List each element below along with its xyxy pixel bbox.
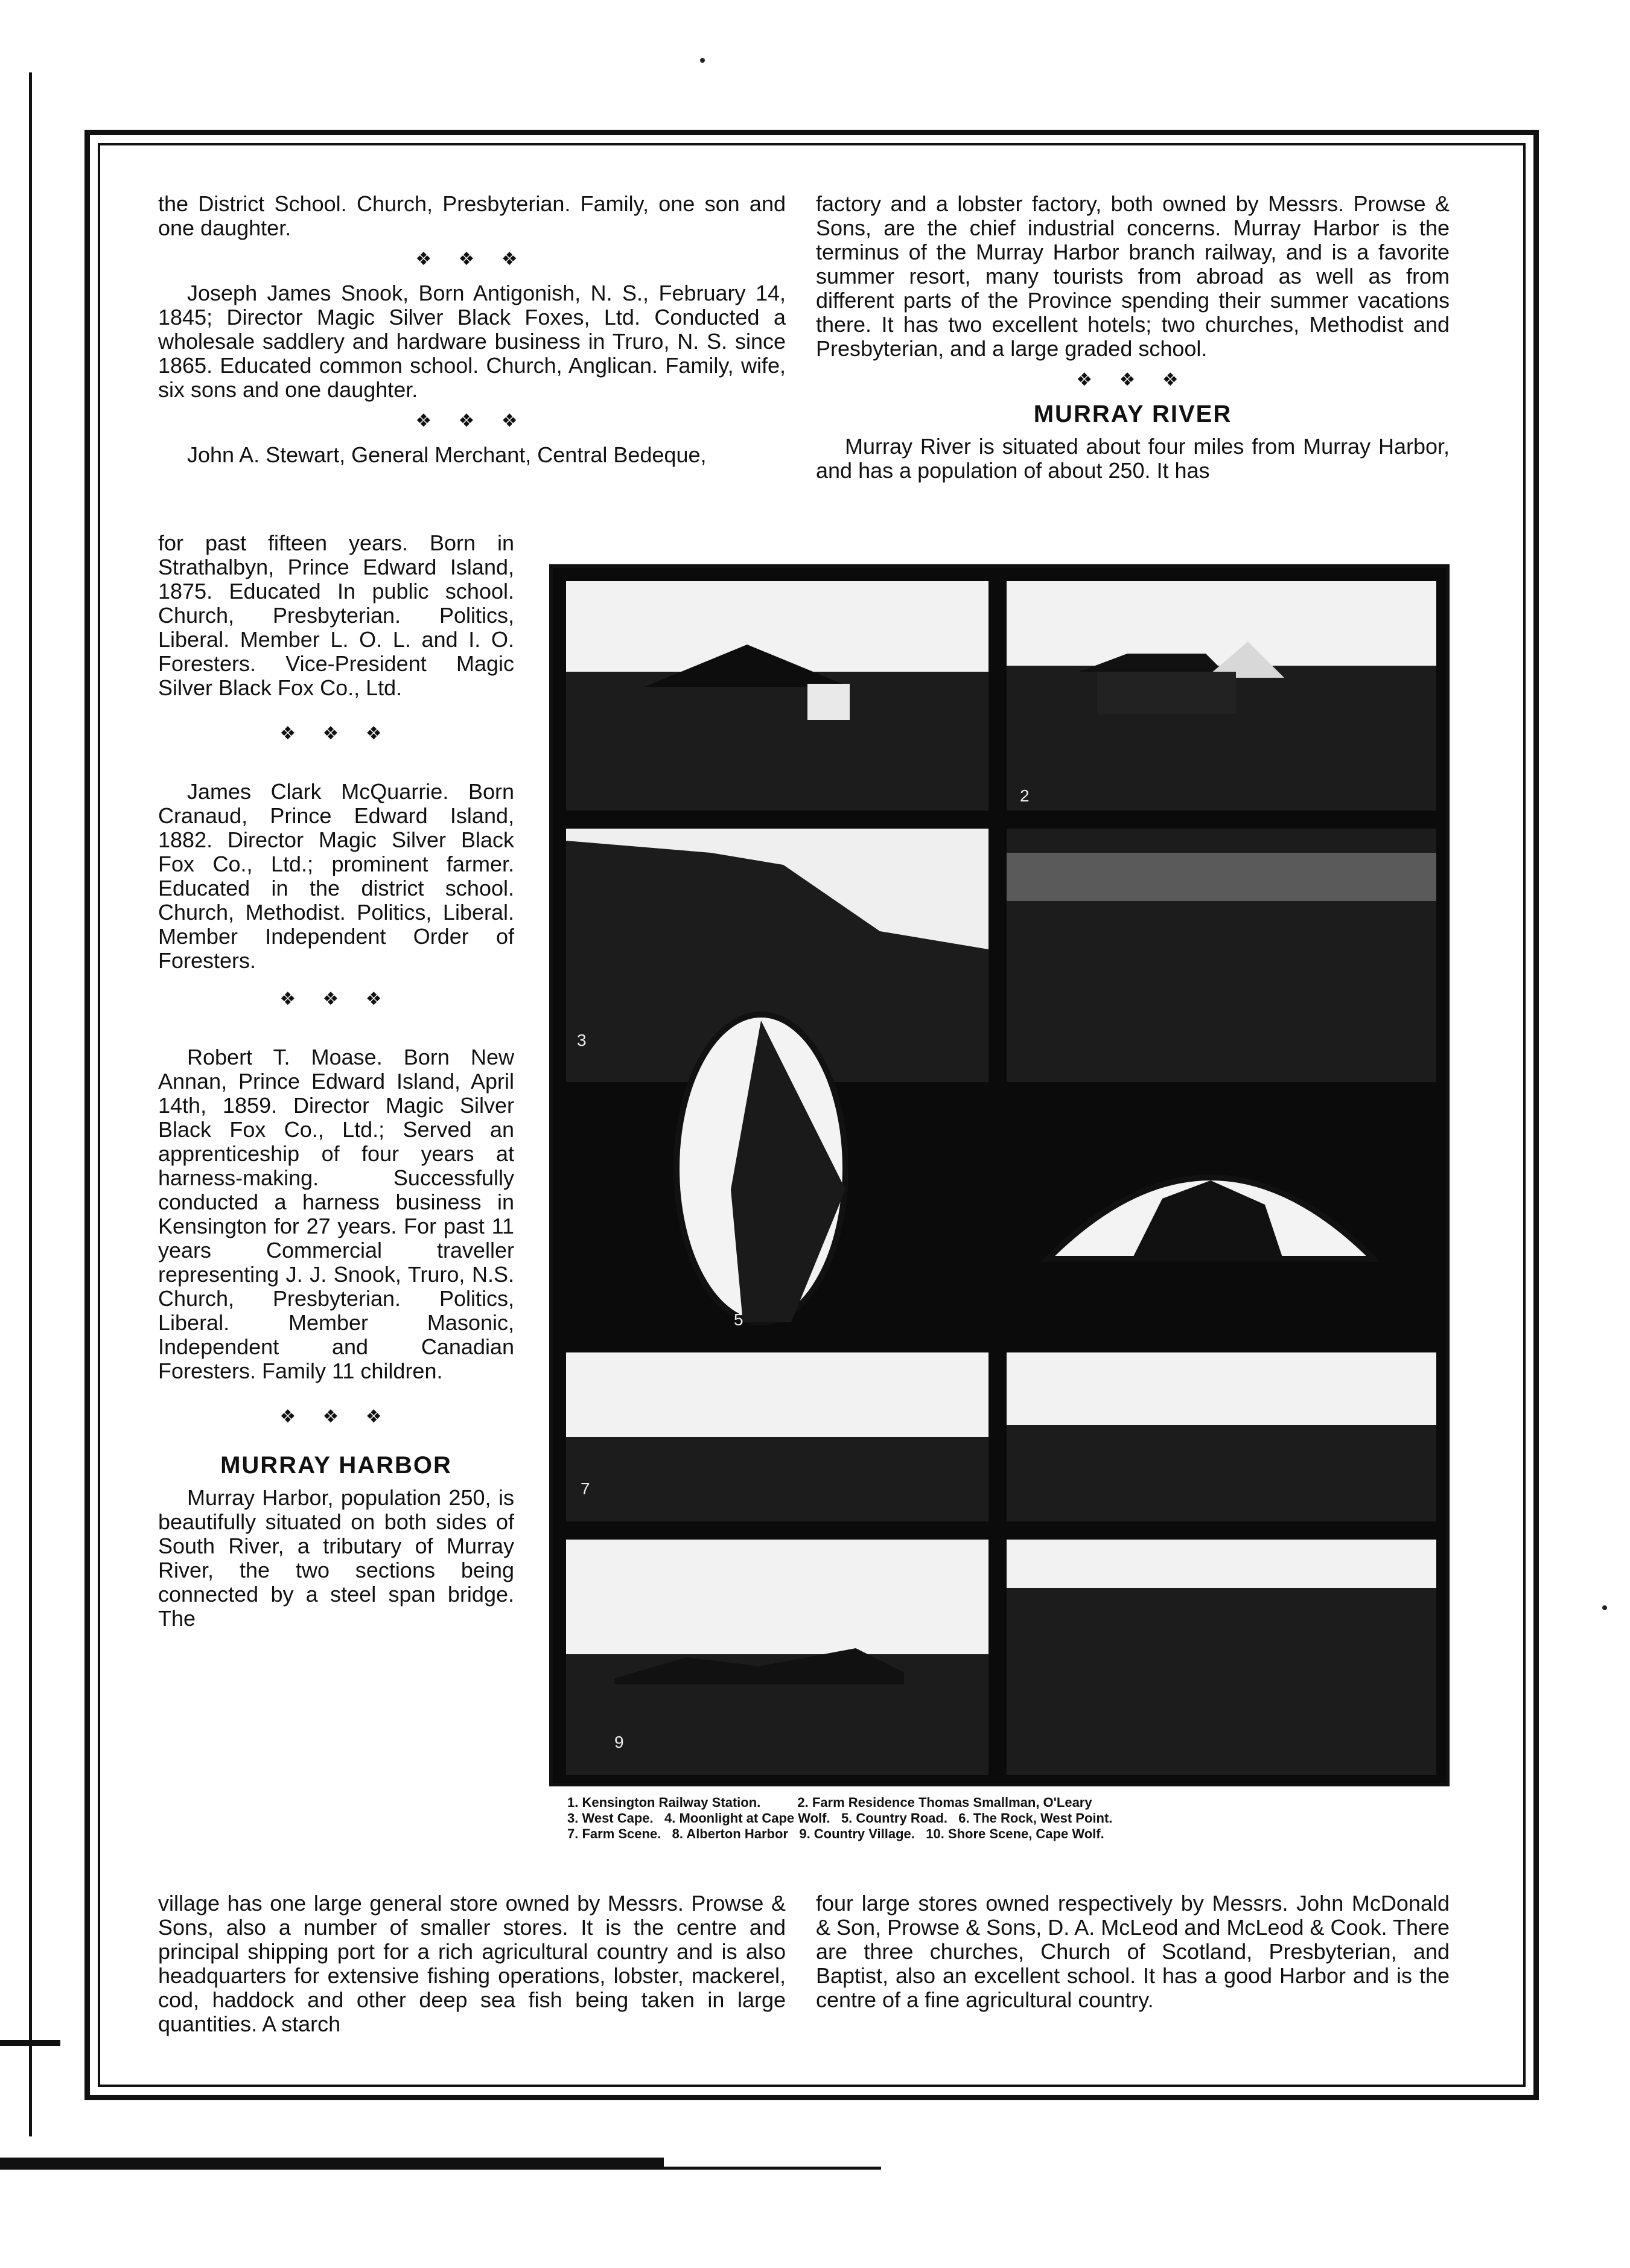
heading-murray-river: MURRAY RIVER bbox=[1033, 401, 1232, 427]
scan-edge-bottom bbox=[0, 2158, 664, 2170]
scan-edge-left bbox=[29, 72, 32, 2136]
paragraph-joseph-snook: Joseph James Snook, Born Antigonish, N. S., February 14, 1845; Director Magic Silver Black Foxes, Ltd. Conducted a wholesale saddlery and hardware business in Truro, N. S. since 1865. Educated common school. Church, Anglican. Family, wife, six sons and one daughter. bbox=[158, 281, 786, 402]
caption-line-3: 7. Farm Scene. 8. Alberton Harbor 9. Country Village. 10. Shore Scene, Cape Wolf. bbox=[567, 1826, 1104, 1841]
photo-number: 3 bbox=[577, 1031, 587, 1050]
photo-country-village bbox=[566, 1540, 989, 1775]
photo-farm-residence bbox=[1007, 581, 1436, 811]
station-roof-shape bbox=[566, 581, 989, 811]
photo-farm-scene bbox=[566, 1352, 989, 1521]
photo-number: 5 bbox=[734, 1310, 743, 1329]
village-rooftops bbox=[566, 1540, 989, 1775]
left-column-upper bbox=[158, 192, 786, 467]
ornament: ❖ ❖ ❖ bbox=[279, 989, 393, 1009]
scan-edge-left-thick bbox=[0, 2040, 60, 2046]
photo-number: 2 bbox=[1020, 786, 1030, 805]
photo-number: 9 bbox=[614, 1733, 624, 1751]
scan-speck bbox=[700, 58, 705, 63]
photo-number: 7 bbox=[581, 1479, 590, 1498]
paragraph-stewart-start: John A. Stewart, General Merchant, Central Bedeque, bbox=[187, 442, 707, 467]
right-column-bottom bbox=[816, 1891, 1450, 2012]
ornament: ❖ ❖ ❖ bbox=[279, 1407, 393, 1427]
paragraph-moase: Robert T. Moase. Born New Annan, Prince Edward Island, April 14th, 1859. Director Magic Silver Black Fox Co., Ltd.; Served an apprenticeship of four years at harness-making. Successfully conducted a harness business in Kensington for 27 years. For past 11 years Commercial traveller representing J. J. Snook, Truro, N.S. Church, Presbyterian. Politics, Liberal. Member Masonic, Independent and Canadian Foresters. Family 11 children. bbox=[158, 1045, 514, 1383]
paragraph-murray-harbor-narrow: Murray Harbor, population 250, is beautifully situated on both sides of South River, a tributary of Murray River, the two sections being connected by a steel span bridge. The bbox=[158, 1485, 514, 1631]
arch-rock-west-point bbox=[1042, 1108, 1380, 1265]
paragraph-murray-harbor-wide: village has one large general store owned by Messrs. Prowse & Sons, also a number of smaller stores. It is the centre and principal shipping port for a rich agricultural country and is also headquarters for extensive fishing operations, lobster, mackerel, cod, haddock and other deep sea fish being taken in large quantities. A starch bbox=[158, 1891, 786, 2036]
moonlit-sky-texture bbox=[1007, 829, 1436, 1082]
photo-collage bbox=[549, 564, 1450, 1786]
paragraph-snook-family: the District School. Church, Presbyterian. Family, one son and one daughter. bbox=[158, 191, 786, 240]
ornament: ❖ ❖ ❖ bbox=[415, 249, 529, 269]
paragraph-starch-factory: factory and a lobster factory, both owned by Messrs. Prowse & Sons, are the chief industrial concerns. Murray Harbor is the terminus of the Murray Harbor branch railway, and is a favorite summer resort, many tourists from abroad as well as from different parts of the Province spending their summer vacations there. It has two excellent hotels; two churches, Methodist and Presbyterian, and a large graded school. bbox=[816, 191, 1450, 361]
left-column-narrow bbox=[158, 531, 514, 1631]
scan-speck bbox=[1602, 1605, 1607, 1610]
paragraph-mcquarrie: James Clark McQuarrie. Born Cranaud, Prince Edward Island, 1882. Director Magic Silver Black Fox Co., Ltd.; prominent farmer. Educated in the district school. Church, Methodist. Politics, Liberal. Member Independent Order of Foresters. bbox=[158, 779, 514, 973]
ornament: ❖ ❖ ❖ bbox=[415, 411, 529, 431]
photo-alberton-harbor bbox=[1007, 1352, 1436, 1521]
ornament: ❖ ❖ ❖ bbox=[279, 724, 393, 744]
right-column-upper bbox=[816, 192, 1450, 483]
left-column-bottom bbox=[158, 1891, 786, 2036]
photo-moonlight-cape-wolf bbox=[1007, 829, 1436, 1082]
ornament: ❖ ❖ ❖ bbox=[1076, 370, 1189, 390]
paragraph-stewart-rest: for past fifteen years. Born in Strathalbyn, Prince Edward Island, 1875. Educated In public school. Church, Presbyterian. Politics, Liberal. Member L. O. L. and I. O. Foresters. Vice-President Magic Silver Black Fox Co., Ltd. bbox=[158, 530, 514, 700]
caption-line-1: 1. Kensington Railway Station. 2. Farm Residence Thomas Smallman, O'Leary bbox=[567, 1795, 1092, 1810]
photo-shore-scene-cape-wolf bbox=[1007, 1540, 1436, 1775]
oval-country-road bbox=[670, 1008, 852, 1328]
scan-edge-bottom-dashes bbox=[664, 2167, 881, 2170]
farmhouse-shape bbox=[1007, 581, 1436, 811]
paragraph-murray-river-stores: four large stores owned respectively by Messrs. John McDonald & Son, Prowse & Sons, D. A. McLeod and McLeod & Cook. There are three churches, Church of Scotland, Presbyterian, and Baptist, also an excellent school. It has a good Harbor and is the centre of a fine agricultural country. bbox=[816, 1891, 1450, 2012]
photo-kensington-station bbox=[566, 581, 989, 811]
caption-line-2: 3. West Cape. 4. Moonlight at Cape Wolf. 5. Country Road. 6. The Rock, West Point. bbox=[567, 1811, 1113, 1826]
paragraph-murray-river: Murray River is situated about four miles from Murray Harbor, and has a population of about 250. It has bbox=[816, 434, 1450, 483]
photo-caption bbox=[567, 1795, 1448, 1842]
heading-murray-harbor: MURRAY HARBOR bbox=[220, 1452, 452, 1479]
